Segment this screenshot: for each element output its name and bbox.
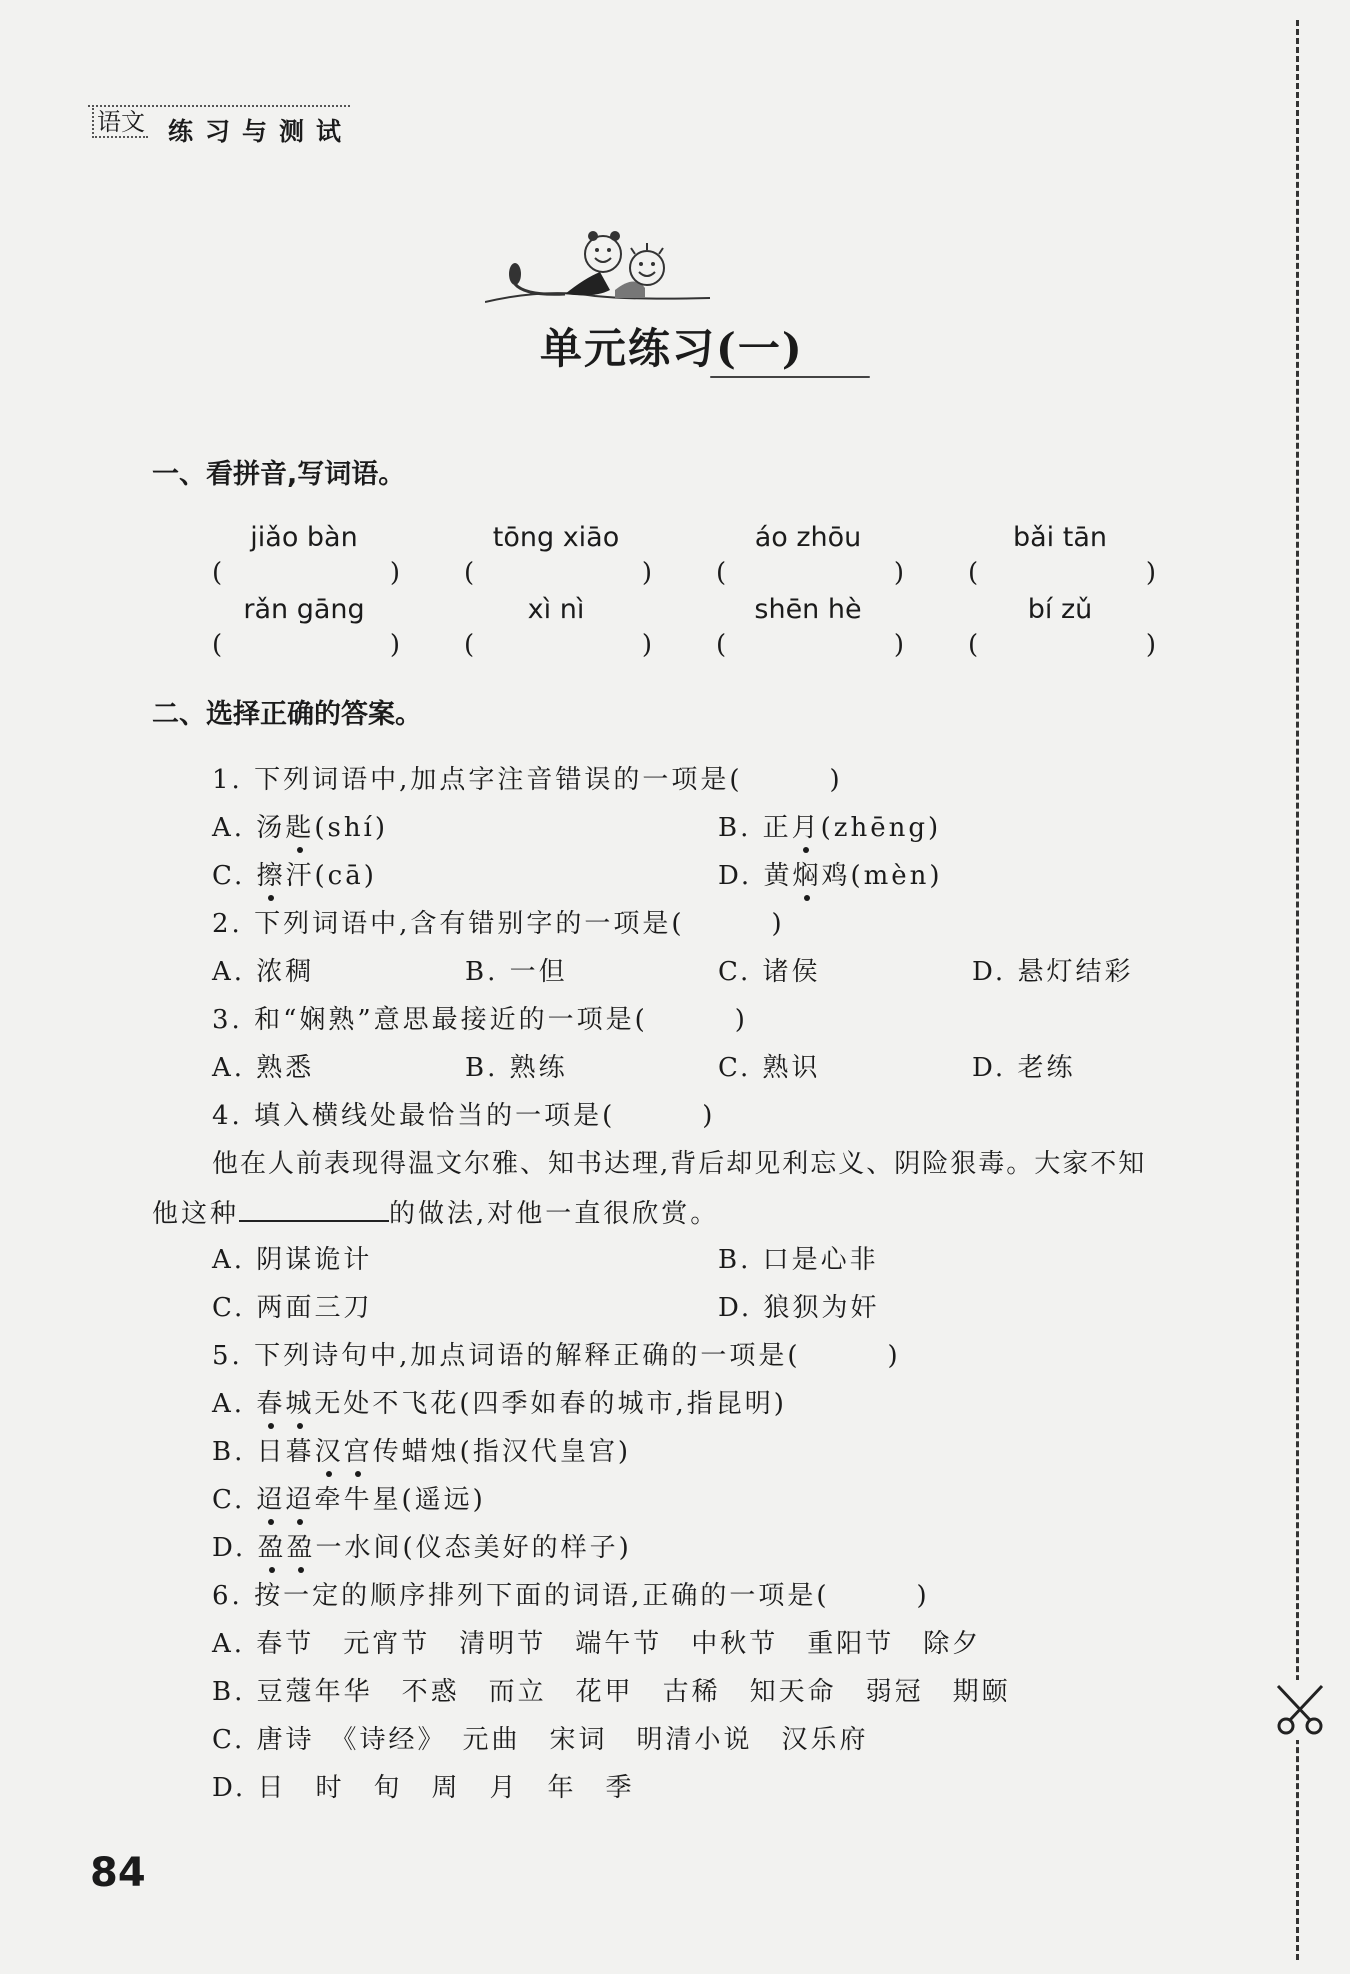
close-paren: ) xyxy=(641,558,652,588)
q4-passage-line-1: 他在人前表现得温文尔雅、知书达理,背后却见利忘义、阴险狠毒。大家不知 xyxy=(212,1149,1147,1179)
open-paren: ( xyxy=(968,558,979,588)
close-paren: ) xyxy=(893,558,904,588)
dotted-char: 盈 xyxy=(257,1533,287,1563)
option-text: A. xyxy=(212,1389,257,1419)
dotted-word xyxy=(256,1389,314,1419)
q5-option-b[interactable] xyxy=(212,1436,631,1468)
open-paren: ( xyxy=(464,630,475,660)
answer-bracket[interactable] xyxy=(968,558,1156,588)
q4-passage-line-2 xyxy=(152,1196,719,1230)
q5-option-c[interactable] xyxy=(212,1484,486,1516)
q5-option-d[interactable] xyxy=(212,1532,632,1564)
dotted-char xyxy=(257,1533,315,1563)
dotted-char: 城 xyxy=(285,1389,315,1419)
pinyin-item: shēn hè xyxy=(754,594,862,625)
option-text: 牵牛星(遥远) xyxy=(314,1485,486,1515)
answer-bracket[interactable] xyxy=(716,558,904,588)
open-paren: ( xyxy=(212,558,223,588)
close-paren: ) xyxy=(1145,558,1156,588)
pinyin-item: rǎn gāng xyxy=(243,594,365,625)
close-paren: ) xyxy=(1145,630,1156,660)
q1-option-d[interactable] xyxy=(718,860,943,892)
q1-option-b[interactable] xyxy=(718,812,941,844)
close-paren: ) xyxy=(389,558,400,588)
option-text: C. xyxy=(212,861,257,891)
unit-title: 单元练习(一) xyxy=(540,324,804,373)
q6-option-b[interactable]: B. 豆蔻年华 不惑 而立 花甲 古稀 知天命 弱冠 期颐 xyxy=(212,1677,1011,1707)
question-2-stem: 2. 下列词语中,含有错别字的一项是( ) xyxy=(212,909,785,939)
open-paren: ( xyxy=(212,630,223,660)
q3-option-d[interactable]: D. 老练 xyxy=(972,1053,1076,1083)
dotted-char: 月 xyxy=(791,813,821,843)
dotted-char: 擦 xyxy=(256,861,286,891)
dotted-char: 汉 xyxy=(314,1437,344,1467)
q2-option-d[interactable]: D. 悬灯结彩 xyxy=(972,957,1134,987)
option-text: (zhēng) xyxy=(820,813,942,843)
cut-line xyxy=(1296,20,1299,1960)
header-rule xyxy=(88,105,350,107)
q4-option-c[interactable]: C. 两面三刀 xyxy=(212,1293,373,1323)
option-text: 一水间(仪态美好的样子) xyxy=(315,1533,632,1563)
answer-bracket[interactable] xyxy=(212,630,400,660)
dotted-char: 迢 xyxy=(285,1485,315,1515)
q2-option-b[interactable]: B. 一但 xyxy=(465,957,568,987)
question-1-stem: 1. 下列词语中,加点字注音错误的一项是( ) xyxy=(212,765,843,795)
section-heading-choice: 二、选择正确的答案。 xyxy=(152,699,422,730)
passage-text: 他这种 xyxy=(152,1199,240,1229)
q4-option-a[interactable]: A. 阴谋诡计 xyxy=(212,1245,373,1275)
q1-option-a[interactable] xyxy=(212,812,388,844)
dotted-char: 焖 xyxy=(792,861,822,891)
q3-option-c[interactable]: C. 熟识 xyxy=(718,1053,821,1083)
q5-option-a[interactable] xyxy=(212,1388,787,1420)
pinyin-item: áo zhōu xyxy=(754,522,862,553)
option-text: D. 黄 xyxy=(718,861,793,891)
option-text: 传蜡烛(指汉代皇宫) xyxy=(372,1437,631,1467)
passage-text: 的做法,对他一直很欣赏。 xyxy=(389,1199,720,1229)
option-text: (shí) xyxy=(314,813,389,843)
header-book-title: 练习与测试 xyxy=(168,117,354,146)
pinyin-item: xì nì xyxy=(527,594,585,625)
question-5-stem: 5. 下列诗句中,加点词语的解释正确的一项是( ) xyxy=(212,1341,901,1371)
q3-option-b[interactable]: B. 熟练 xyxy=(465,1053,568,1083)
option-text: D. xyxy=(212,1533,258,1563)
q4-option-d[interactable]: D. 狼狈为奸 xyxy=(718,1293,880,1323)
option-text: 汗(cā) xyxy=(285,861,377,891)
option-text: C. xyxy=(212,1485,257,1515)
option-text: B. 日暮 xyxy=(212,1437,315,1467)
close-paren: ) xyxy=(893,630,904,660)
q2-option-a[interactable]: A. 浓稠 xyxy=(212,957,315,987)
answer-bracket[interactable] xyxy=(716,630,904,660)
open-paren: ( xyxy=(968,630,979,660)
dotted-char: 匙 xyxy=(285,813,315,843)
dotted-char: 春 xyxy=(256,1389,286,1419)
answer-bracket[interactable] xyxy=(464,558,652,588)
title-illustration xyxy=(485,228,715,312)
answer-bracket[interactable] xyxy=(968,630,1156,660)
dotted-char: 盈 xyxy=(286,1533,316,1563)
pinyin-item: tōng xiāo xyxy=(492,522,620,553)
q6-option-d[interactable]: D. 日 时 旬 周 月 年 季 xyxy=(212,1773,635,1803)
option-text: B. 正 xyxy=(718,813,792,843)
q6-option-a[interactable]: A. 春节 元宵节 清明节 端午节 中秋节 重阳节 除夕 xyxy=(212,1629,982,1659)
scissors-icon xyxy=(1270,1680,1330,1740)
question-3-stem: 3. 和“娴熟”意思最接近的一项是( ) xyxy=(212,1005,748,1035)
open-paren: ( xyxy=(716,558,727,588)
dotted-char: 迢 xyxy=(256,1485,286,1515)
header-subject: 语文 xyxy=(92,108,148,138)
dotted-char xyxy=(315,1437,373,1467)
close-paren: ) xyxy=(641,630,652,660)
fill-blank[interactable] xyxy=(239,1196,389,1222)
answer-bracket[interactable] xyxy=(212,558,400,588)
open-paren: ( xyxy=(464,558,475,588)
close-paren: ) xyxy=(389,630,400,660)
option-text: 无处不飞花(四季如春的城市,指昆明) xyxy=(314,1389,787,1419)
dotted-char: 宫 xyxy=(343,1437,373,1467)
page-number: 84 xyxy=(90,1850,146,1896)
title-underline xyxy=(710,376,870,378)
q3-option-a[interactable]: A. 熟悉 xyxy=(212,1053,315,1083)
option-text: A. 汤 xyxy=(212,813,286,843)
q4-option-b[interactable]: B. 口是心非 xyxy=(718,1245,879,1275)
q1-option-c[interactable] xyxy=(212,860,377,892)
pinyin-item: jiǎo bàn xyxy=(250,522,358,553)
question-4-stem: 4. 填入横线处最恰当的一项是( ) xyxy=(212,1101,716,1131)
question-6-stem: 6. 按一定的顺序排列下面的词语,正确的一项是( ) xyxy=(212,1581,930,1611)
answer-bracket[interactable] xyxy=(464,630,652,660)
q2-option-c[interactable]: C. 诸侯 xyxy=(718,957,821,987)
open-paren: ( xyxy=(716,630,727,660)
q6-option-c[interactable]: C. 唐诗 《诗经》 元曲 宋词 明清小说 汉乐府 xyxy=(212,1725,869,1755)
section-heading-pinyin: 一、看拼音,写词语。 xyxy=(152,459,406,490)
dotted-char xyxy=(257,1485,315,1515)
pinyin-item: bǎi tān xyxy=(1012,522,1107,553)
pinyin-item: bí zǔ xyxy=(1027,594,1093,625)
option-text: 鸡(mèn) xyxy=(821,861,943,891)
dotted-char xyxy=(256,1389,314,1419)
